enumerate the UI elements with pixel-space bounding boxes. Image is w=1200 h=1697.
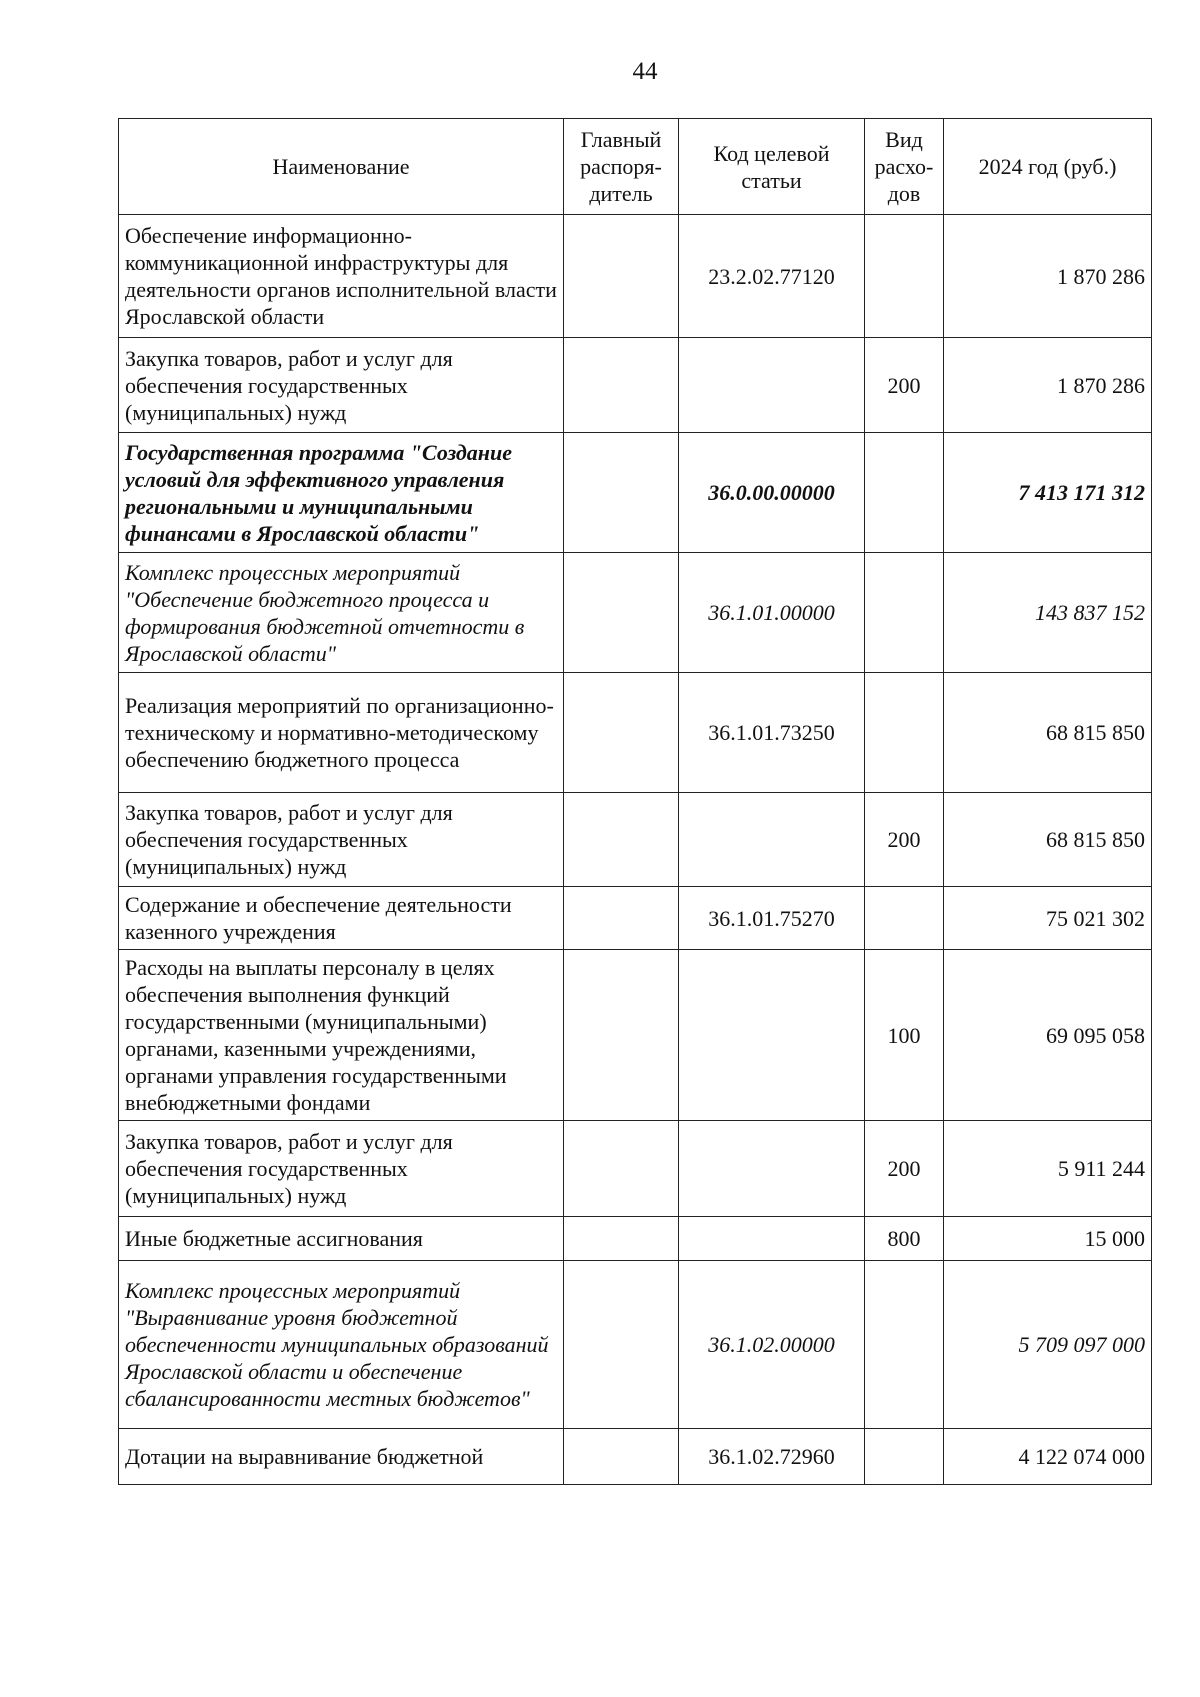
header-name: Наименование [119, 119, 564, 215]
cell-name: Закупка товаров, работ и услуг для обеспечения государственных (муниципальных) нужд [119, 338, 564, 433]
cell-expense-type [865, 553, 944, 673]
cell-expense-type [865, 1429, 944, 1485]
cell-amount: 68 815 850 [944, 673, 1152, 793]
cell-name: Иные бюджетные ассигнования [119, 1217, 564, 1261]
cell-expense-type [865, 887, 944, 950]
cell-target-code [679, 338, 865, 433]
cell-name: Закупка товаров, работ и услуг для обеспечения государственных (муниципальных) нужд [119, 793, 564, 887]
cell-chief-administrator [564, 1217, 679, 1261]
table-row [119, 950, 1152, 1121]
header-year-amount: 2024 год (руб.) [944, 119, 1152, 215]
cell-amount: 5 911 244 [944, 1121, 1152, 1217]
cell-chief-administrator [564, 433, 679, 553]
table-body [119, 215, 1152, 1485]
cell-name: Комплекс процессных мероприятий "Обеспечение бюджетного процесса и формирования бюджетной отчетности в Ярославской области" [119, 553, 564, 673]
header-row [119, 119, 1152, 215]
cell-expense-type [865, 433, 944, 553]
cell-expense-type: 100 [865, 950, 944, 1121]
cell-target-code: 36.1.02.00000 [679, 1261, 865, 1429]
cell-target-code [679, 950, 865, 1121]
cell-name: Дотации на выравнивание бюджетной [119, 1429, 564, 1485]
cell-target-code [679, 1217, 865, 1261]
cell-amount: 69 095 058 [944, 950, 1152, 1121]
cell-name: Расходы на выплаты персоналу в целях обеспечения выполнения функций государственными (муниципальными) органами, казенными учреждениями, органами управления государственными внебюджетными фондами [119, 950, 564, 1121]
cell-expense-type: 800 [865, 1217, 944, 1261]
cell-amount: 143 837 152 [944, 553, 1152, 673]
cell-target-code [679, 793, 865, 887]
table-row [119, 673, 1152, 793]
cell-target-code: 36.1.01.00000 [679, 553, 865, 673]
cell-expense-type: 200 [865, 338, 944, 433]
cell-target-code: 36.1.01.75270 [679, 887, 865, 950]
table-row [119, 1121, 1152, 1217]
table-row [119, 1217, 1152, 1261]
cell-expense-type [865, 215, 944, 338]
cell-expense-type [865, 1261, 944, 1429]
cell-amount: 15 000 [944, 1217, 1152, 1261]
table-row [119, 215, 1152, 338]
page-number: 44 [632, 58, 658, 85]
cell-target-code: 36.1.01.73250 [679, 673, 865, 793]
table-row [119, 793, 1152, 887]
cell-chief-administrator [564, 215, 679, 338]
cell-amount: 5 709 097 000 [944, 1261, 1152, 1429]
cell-target-code [679, 1121, 865, 1217]
table-row [119, 887, 1152, 950]
cell-chief-administrator [564, 793, 679, 887]
table-row [119, 1261, 1152, 1429]
cell-expense-type: 200 [865, 793, 944, 887]
cell-expense-type: 200 [865, 1121, 944, 1217]
cell-chief-administrator [564, 1261, 679, 1429]
cell-name: Закупка товаров, работ и услуг для обеспечения государственных (муниципальных) нужд [119, 1121, 564, 1217]
cell-chief-administrator [564, 887, 679, 950]
table-row [119, 433, 1152, 553]
cell-chief-administrator [564, 1429, 679, 1485]
cell-amount: 4 122 074 000 [944, 1429, 1152, 1485]
cell-chief-administrator [564, 673, 679, 793]
cell-expense-type [865, 673, 944, 793]
cell-amount: 7 413 171 312 [944, 433, 1152, 553]
cell-name: Реализация мероприятий по организационно-техническому и нормативно-методическому обеспечению бюджетного процесса [119, 673, 564, 793]
cell-chief-administrator [564, 950, 679, 1121]
cell-amount: 68 815 850 [944, 793, 1152, 887]
cell-chief-administrator [564, 1121, 679, 1217]
cell-chief-administrator [564, 553, 679, 673]
cell-amount: 1 870 286 [944, 215, 1152, 338]
cell-name: Содержание и обеспечение деятельности казенного учреждения [119, 887, 564, 950]
table-row [119, 338, 1152, 433]
cell-chief-administrator [564, 338, 679, 433]
cell-target-code: 23.2.02.77120 [679, 215, 865, 338]
table-row [119, 1429, 1152, 1485]
cell-amount: 1 870 286 [944, 338, 1152, 433]
cell-amount: 75 021 302 [944, 887, 1152, 950]
cell-name: Обеспечение информационно-коммуникационной инфраструктуры для деятельности органов исполнительной власти Ярославской области [119, 215, 564, 338]
header-expense-type: Вид расхо-дов [865, 119, 944, 215]
cell-target-code: 36.1.02.72960 [679, 1429, 865, 1485]
cell-name: Комплекс процессных мероприятий "Выравнивание уровня бюджетной обеспеченности муниципальных образований Ярославской области и обеспечение сбалансированности местных бюджетов" [119, 1261, 564, 1429]
cell-name: Государственная программа "Создание условий для эффективного управления региональными и муниципальными финансами в Ярославской области" [119, 433, 564, 553]
budget-table [118, 118, 1152, 1485]
header-target-code: Код целевой статьи [679, 119, 865, 215]
cell-target-code: 36.0.00.00000 [679, 433, 865, 553]
table-row [119, 553, 1152, 673]
header-chief-administrator: Главный распоря-дитель [564, 119, 679, 215]
